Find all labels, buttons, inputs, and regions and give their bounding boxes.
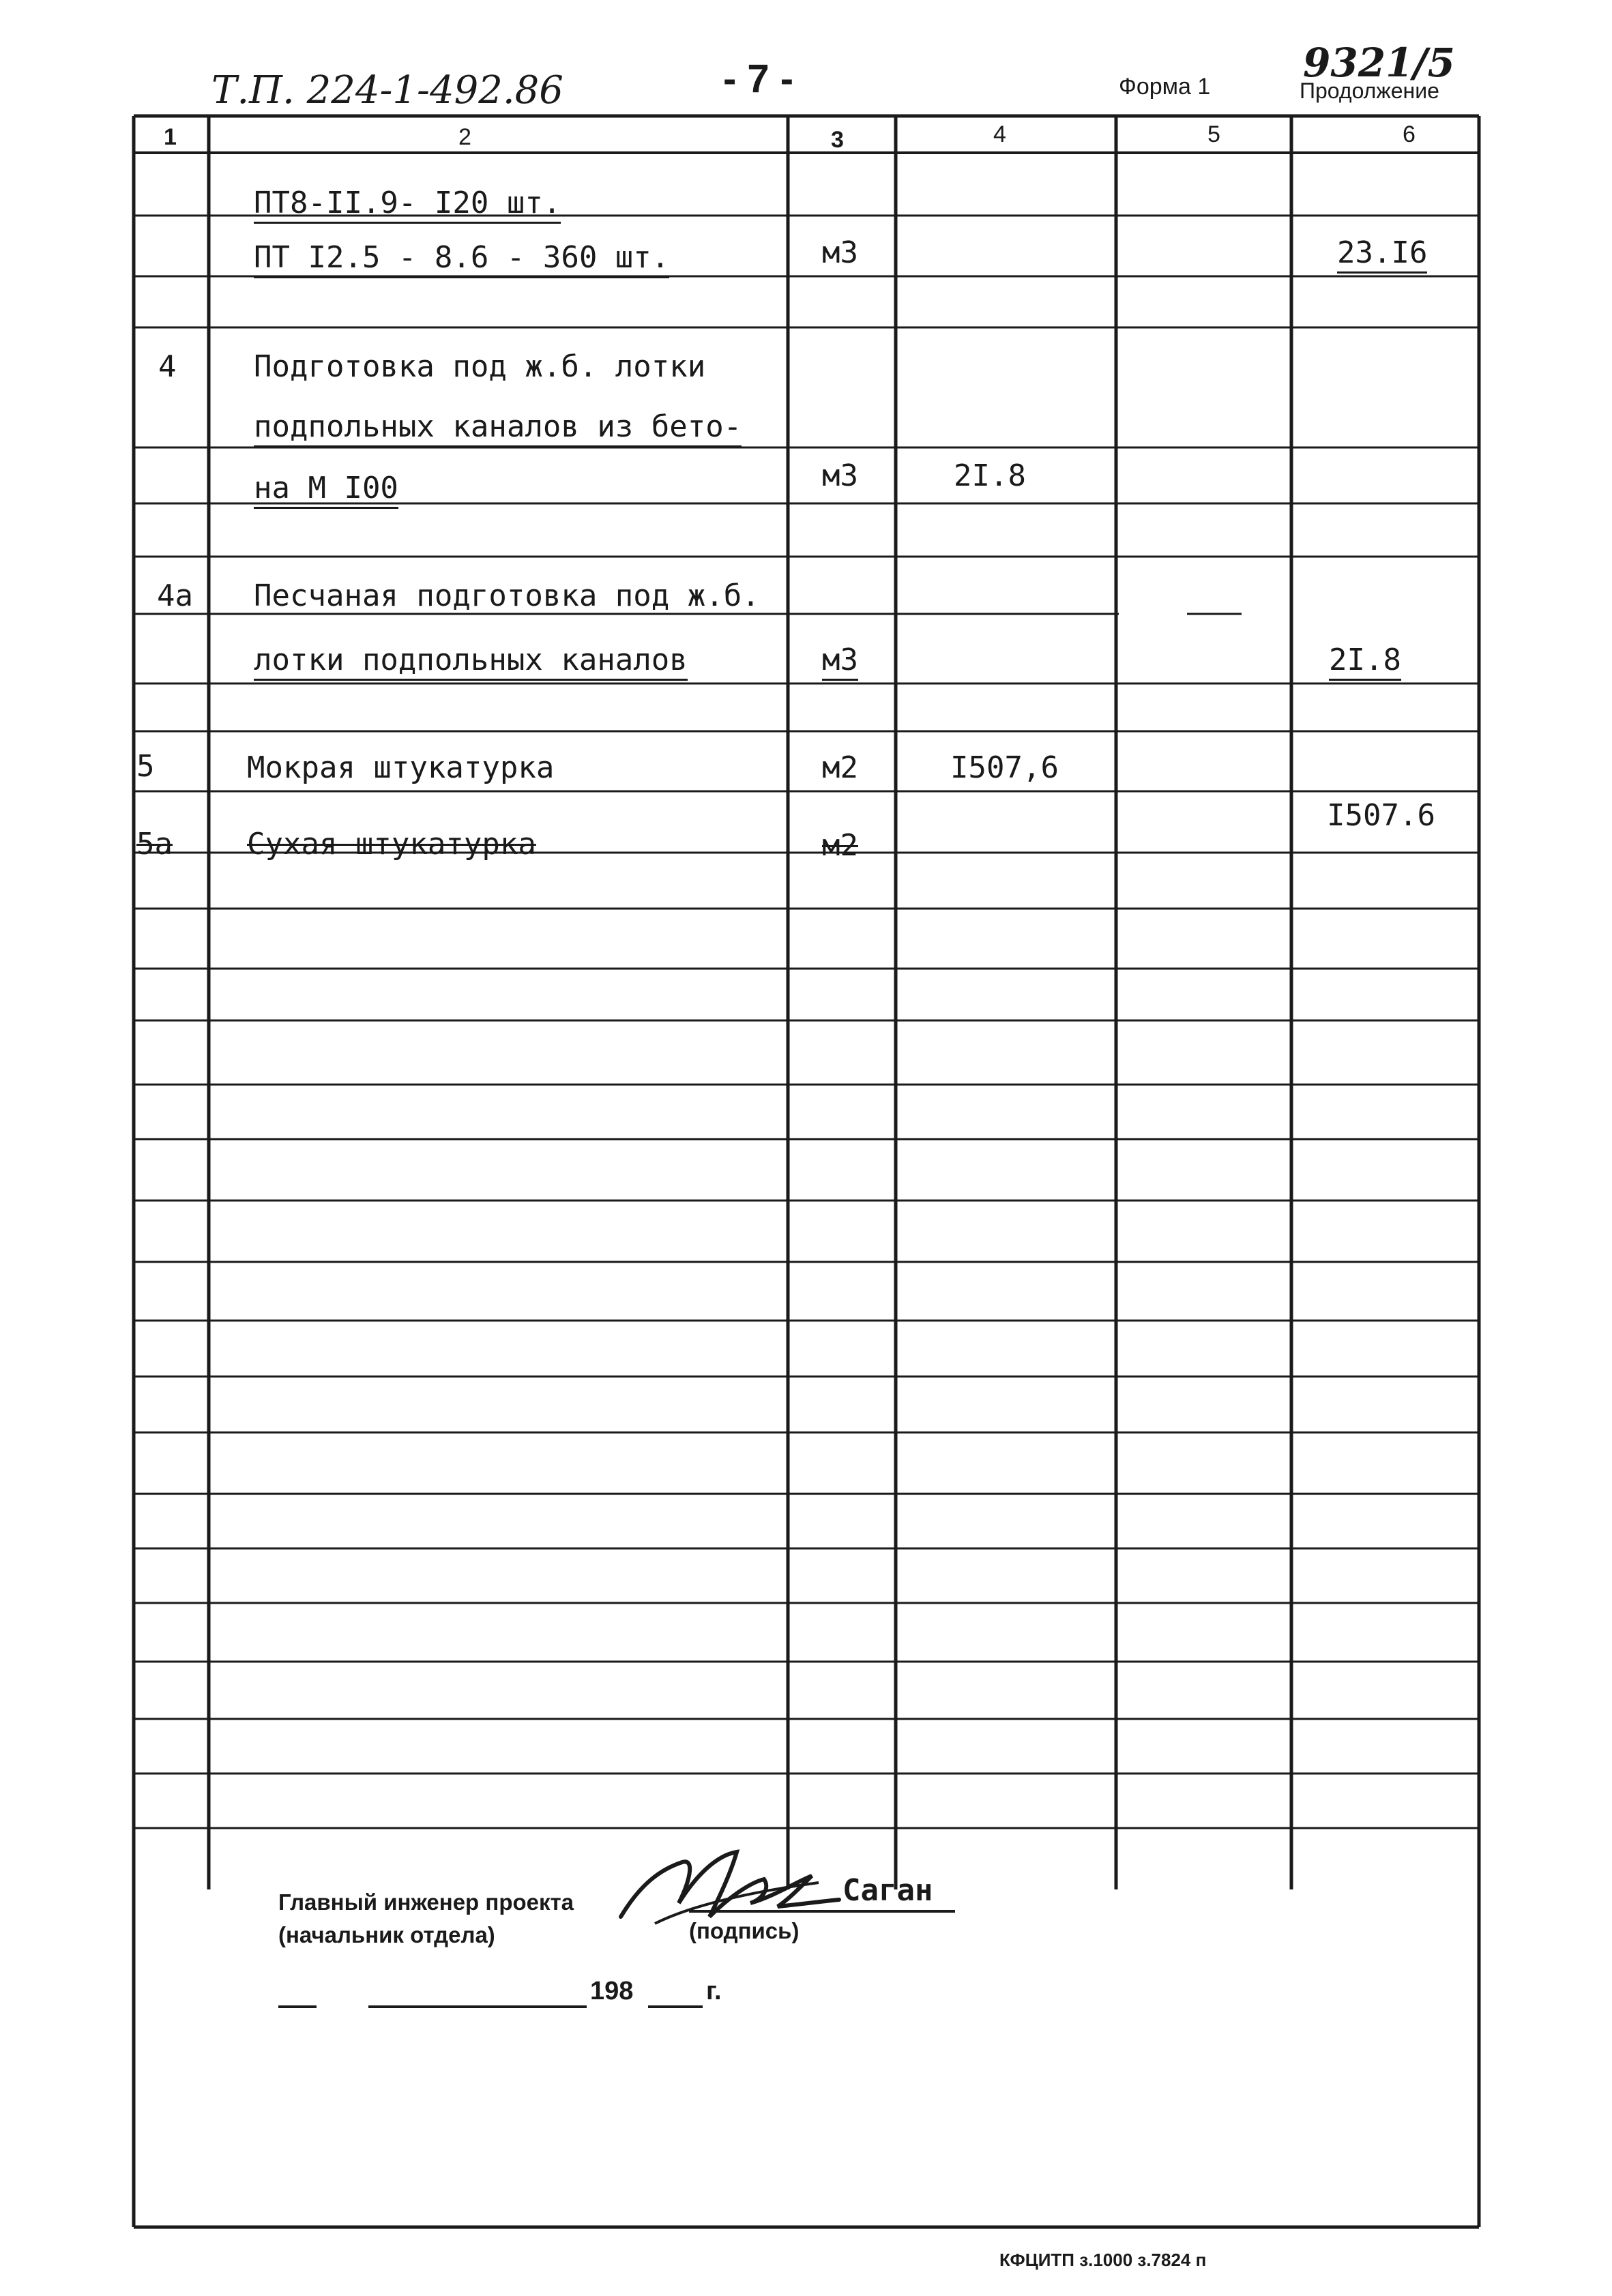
table-row-number: 4	[158, 349, 177, 384]
date-year-prefix: 198	[590, 1977, 634, 2005]
sheet-ref: 9321/5	[1303, 40, 1455, 86]
table-row-name: Песчаная подготовка под ж.б.	[254, 578, 760, 613]
column-header-5: 5	[1207, 121, 1220, 147]
column-header-2: 2	[458, 124, 471, 150]
continuation-label: Продолжение	[1300, 78, 1439, 103]
form-label: Форма 1	[1119, 74, 1211, 100]
column-header-4: 4	[993, 121, 1006, 147]
date-month-blank	[368, 2005, 587, 2008]
column-header-6: 6	[1403, 121, 1416, 147]
print-mark: КФЦИТП з.1000 з.7824 п	[999, 2250, 1207, 2270]
column-header-3: 3	[831, 127, 844, 153]
table-row-name: Сухая штукатурка	[247, 827, 536, 862]
table-row-col6: 23.I6	[1337, 235, 1427, 274]
date-year-blank	[648, 2005, 703, 2008]
chief-engineer-label: Главный инженер проекта	[278, 1889, 574, 1915]
table-row-name: ПТ I2.5 - 8.6 - 360 шт.	[254, 240, 669, 278]
date-day-blank	[278, 2005, 317, 2008]
table-row-number: 5а	[136, 827, 173, 862]
signer-name: Саган	[842, 1873, 933, 1908]
table-row-unit: м3	[822, 458, 858, 493]
table-row-number: 4а	[157, 578, 193, 613]
dept-head-label: (начальник отдела)	[278, 1922, 495, 1947]
table-row-name: на М I00	[254, 471, 398, 509]
table-row-unit: м3	[822, 235, 858, 270]
table-row-col6: I507.6	[1327, 798, 1435, 833]
table-row-name: Подготовка под ж.б. лотки	[254, 349, 706, 384]
table-row-unit: м2	[822, 828, 858, 863]
signature-line	[689, 1910, 955, 1913]
signature-caption: (подпись)	[689, 1918, 800, 1943]
page-number: - 7 -	[723, 57, 794, 101]
table-row-col4: 2I.8	[954, 458, 1026, 493]
signature	[614, 1842, 846, 1930]
doc-code: Т.П. 224-1-492.86	[211, 68, 563, 113]
table-row-name: ПТ8-II.9- I20 шт.	[254, 186, 561, 224]
table-row-unit: м2	[822, 750, 858, 785]
table-row-name: Мокрая штукатурка	[247, 750, 555, 785]
table-row-unit: м3	[822, 643, 858, 681]
table-row-name: лотки подпольных каналов	[254, 643, 688, 681]
table-row-col4: I507,6	[950, 750, 1059, 785]
date-suffix: г.	[706, 1977, 722, 2005]
table-row-number: 5	[136, 749, 155, 784]
table-row-col6: 2I.8	[1329, 643, 1401, 681]
column-header-1: 1	[164, 124, 177, 150]
table-row-name: подпольных каналов из бето-	[254, 409, 742, 447]
